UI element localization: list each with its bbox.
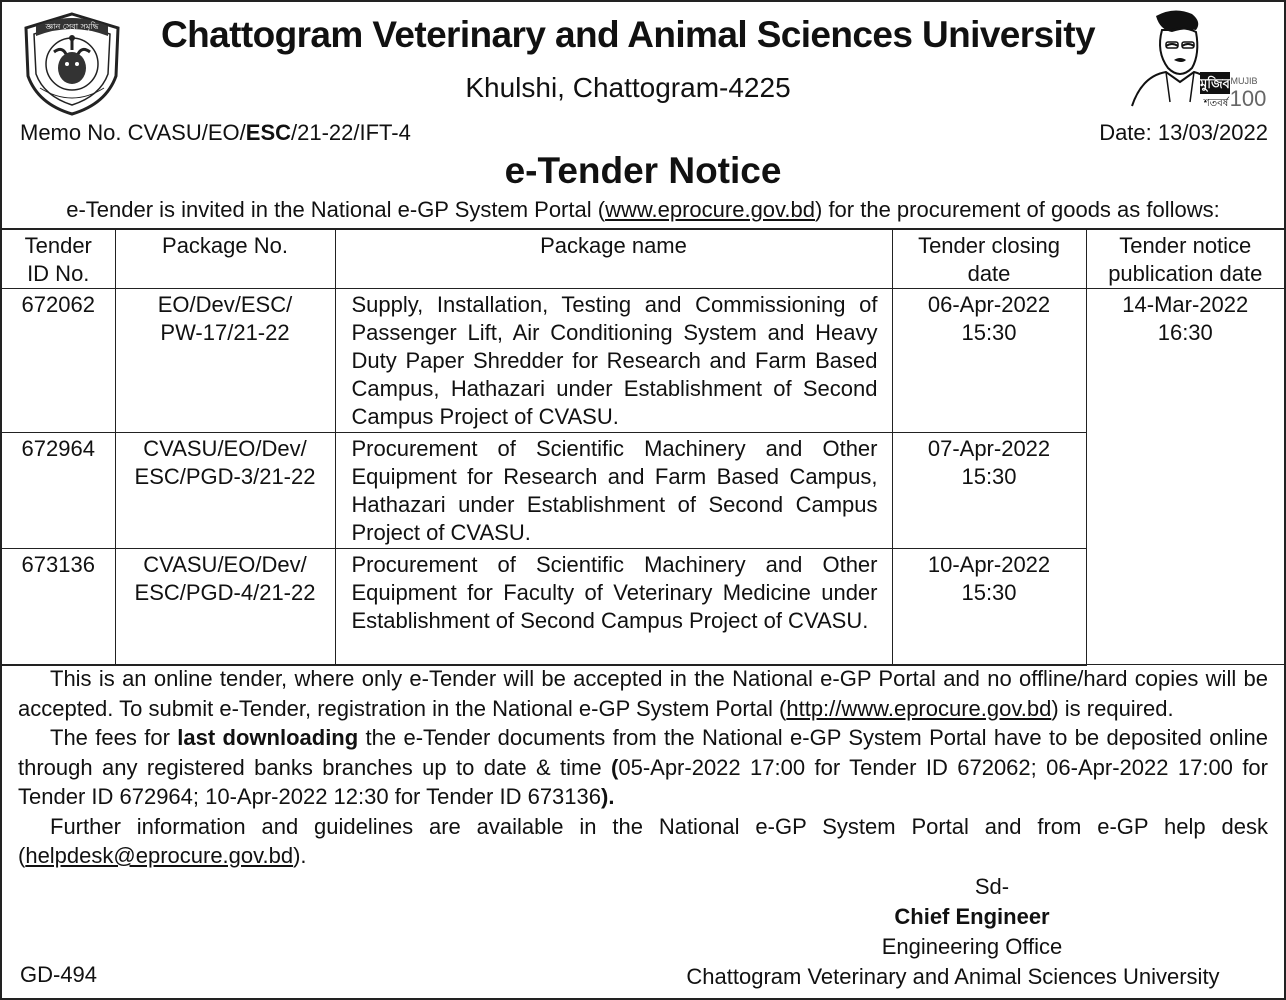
signature-block <box>686 872 1252 992</box>
svg-text:শতবর্ষ: শতবর্ষ <box>1203 98 1229 109</box>
gd-reference: GD-494 <box>20 962 98 987</box>
package-no: CVASU/EO/Dev/ ESC/PGD-4/21-22 <box>115 549 335 665</box>
tender-id: 672964 <box>2 433 115 549</box>
header-package-name: Package name <box>335 229 892 289</box>
helpdesk-email-link[interactable]: helpdesk@eprocure.gov.bd <box>25 843 294 868</box>
svg-text:100: 100 <box>1229 86 1267 110</box>
header-publication-date: Tender notice publication date <box>1086 229 1284 289</box>
tender-table <box>2 228 1284 666</box>
online-tender-paragraph: This is an online tender, where only e-Tender will be accepted in the National e-GP Portal and no offline/hard copies will be accepted. To submit e-Tender, registration in the National e-GP System Portal (http://www.eprocure.gov.bd) is required. <box>18 666 1268 721</box>
egp-portal-link[interactable]: www.eprocure.gov.bd <box>605 197 815 222</box>
closing-date: 06-Apr-2022 15:30 <box>892 289 1086 433</box>
closing-date: 10-Apr-2022 15:30 <box>892 549 1086 665</box>
notice-date: Date: 13/03/2022 <box>1099 120 1268 145</box>
package-name: Procurement of Scientific Machinery and Other Equipment for Research and Farm Based Campus, Hathazari under Establishment of Second Campus Project of CVASU. <box>335 433 892 549</box>
header-closing-date: Tender closing date <box>892 229 1086 289</box>
notice-title: e-Tender Notice <box>504 150 782 191</box>
package-no: CVASU/EO/Dev/ ESC/PGD-3/21-22 <box>115 433 335 549</box>
signature-sd: Sd- <box>974 874 1010 899</box>
further-info-paragraph: Further information and guidelines are available in the National e-GP System Portal and from e-GP help desk (helpdesk@eprocure.gov.bd). <box>18 813 1268 868</box>
package-name: Supply, Installation, Testing and Commissioning of Passenger Lift, Air Conditioning System and Heavy Duty Paper Shredder for Research and Farm Based Campus, Hathazari under Establishment of Second Campus Project of CVASU. <box>335 289 892 433</box>
fees-paragraph: The fees for last downloading the e-Tender documents from the National e-GP System Portal have to be deposited online through any registered banks branches up to date & time (05-Apr-2022 17:00 for Tender ID 672062; 06-Apr-2022 17:00 for Tender ID 672964; 10-Apr-2022 12:30 for Tender ID 673136). <box>18 725 1268 809</box>
closing-date: 07-Apr-2022 15:30 <box>892 433 1086 549</box>
eprocure-link[interactable]: http://www.eprocure.gov.bd <box>786 695 1052 721</box>
university-emblem <box>18 8 126 118</box>
signatory-university: Chattogram Veterinary and Animal Sciences University <box>686 964 1220 989</box>
memo-number: Memo No. CVASU/EO/ESC/21-22/IFT-4 <box>20 120 411 145</box>
notice-body <box>18 664 1268 871</box>
svg-text:MUJIB: MUJIB <box>1230 76 1258 86</box>
university-address: Khulshi, Chattogram-4225 <box>465 72 791 103</box>
signatory-title: Chief Engineer <box>894 904 1050 929</box>
package-no: EO/Dev/ESC/ PW-17/21-22 <box>115 289 335 433</box>
tender-id: 672062 <box>2 289 115 433</box>
header-tender-id: Tender ID No. <box>2 229 115 289</box>
package-name: Procurement of Scientific Machinery and Other Equipment for Faculty of Veterinary Medicine under Establishment of Second Campus Project of CVASU. <box>335 549 892 665</box>
svg-text:জ্ঞান সেবা সমৃদ্ধি: জ্ঞান সেবা সমৃদ্ধি <box>45 22 99 31</box>
university-title: Chattogram Veterinary and Animal Sciences University <box>161 14 1095 55</box>
publication-date: 14-Mar-2022 16:30 <box>1086 289 1284 665</box>
header-package-no: Package No. <box>115 229 335 289</box>
signatory-office: Engineering Office <box>881 934 1063 959</box>
svg-text:মুজিব: মুজিব <box>1200 77 1230 92</box>
intro-text: e-Tender is invited in the National e-GP System Portal (www.eprocure.gov.bd) for the procurement of goods as follows: <box>66 197 1220 222</box>
table-row <box>2 289 1284 433</box>
mujib-100-badge <box>1126 6 1276 110</box>
tender-id: 673136 <box>2 549 115 665</box>
table-header-row <box>2 229 1284 289</box>
